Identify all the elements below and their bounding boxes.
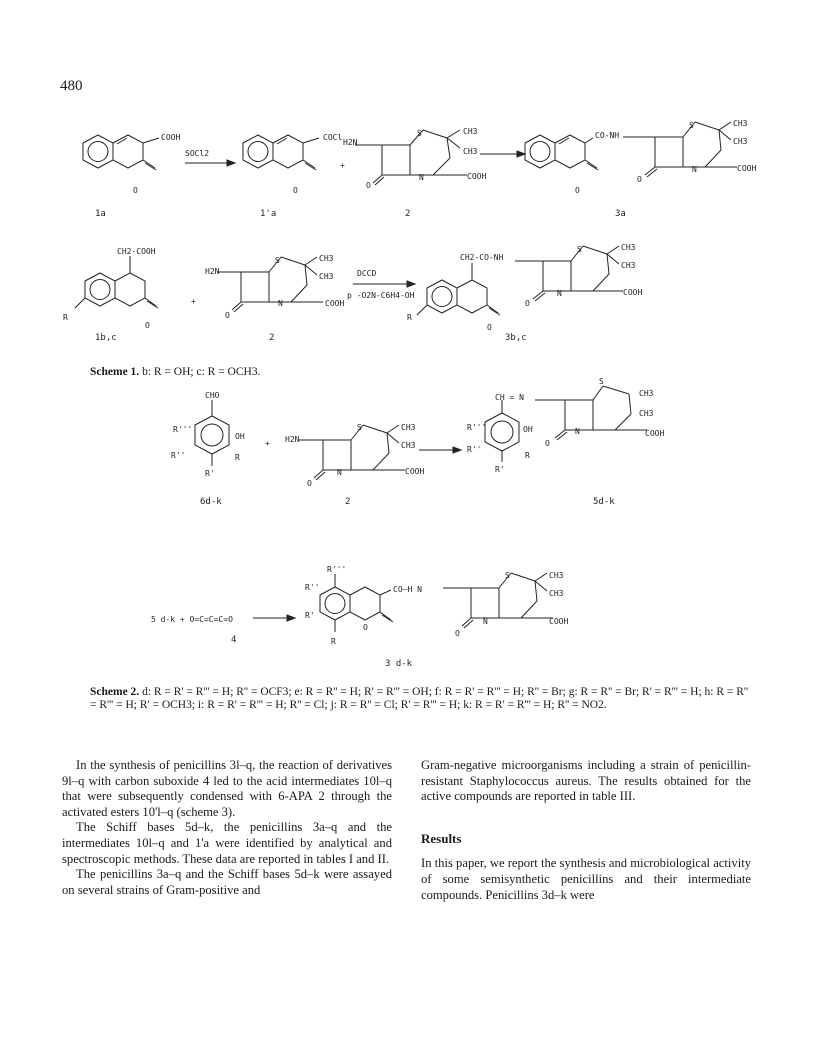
atom-label: N — [692, 165, 697, 174]
reagent-p-nitrophenol: p -O2N-C6H4-OH — [347, 291, 415, 300]
penicillin-core-3a — [623, 122, 737, 177]
6-apa-structure-c — [299, 425, 405, 480]
atom-label: CH3 — [319, 254, 334, 263]
compound-label-1bc: 1b,c — [95, 333, 117, 343]
atom-label: O — [455, 629, 460, 638]
atom-label: R''' — [327, 565, 347, 574]
compound-label-3bc: 3b,c — [505, 333, 527, 343]
scheme-2-caption — [90, 686, 750, 712]
atom-label: R — [525, 451, 530, 460]
atom-label: N — [419, 173, 424, 182]
compound-label-2b: 2 — [269, 333, 275, 343]
compound-label-1prime-a: 1'a — [260, 209, 277, 219]
atom-label: R' — [495, 465, 505, 474]
atom-label: CH3 — [401, 441, 416, 450]
atom-label: CH3 — [463, 147, 478, 156]
compound-label-3dk: 3 d-k — [385, 659, 413, 669]
atom-label: O — [545, 439, 550, 448]
atom-label: CH3 — [639, 409, 654, 418]
coumarin-3bc-structure — [417, 263, 500, 315]
atom-label: O — [487, 323, 492, 332]
atom-label: OH — [523, 425, 533, 434]
atom-label: H2N — [285, 435, 300, 444]
atom-label: R — [63, 313, 68, 322]
body-paragraph: The penicillins 3a–q and the Schiff bases 5d–k were assayed on several strains of Gram-positive and — [62, 867, 392, 897]
reagent-dccd: DCCD — [357, 269, 377, 278]
atom-label: R'' — [171, 451, 186, 460]
reaction-text: 5 d-k + O=C=C=C=O — [151, 615, 233, 624]
atom-label: COOH — [325, 299, 345, 308]
atom-label: CH = N — [495, 393, 524, 402]
atom-label: CH3 — [621, 261, 636, 270]
atom-label: CH3 — [463, 127, 478, 136]
body-paragraph: Gram-negative microorganisms including a strain of penicillin-resistant Staphylococcus aureus. The results obtained for the active compounds are reported in table III. — [421, 758, 751, 804]
coumarin-3dk-structure — [320, 574, 393, 632]
atom-label: COOH — [549, 617, 569, 626]
atom-label: O — [133, 186, 138, 195]
scheme-1-figure — [55, 108, 775, 348]
6-apa-structure-b — [217, 257, 323, 312]
compound-label-3a: 3a — [615, 209, 626, 219]
atom-label: CH3 — [621, 243, 636, 252]
left-column — [62, 758, 392, 898]
atom-label: CO-NH — [595, 131, 620, 140]
atom-label: S — [577, 245, 582, 254]
atom-label: R''' — [173, 425, 193, 434]
atom-label: N — [278, 299, 283, 308]
atom-label: CH3 — [733, 119, 748, 128]
atom-label: COOH — [623, 288, 643, 297]
atom-label: O — [363, 623, 368, 632]
atom-label: N — [337, 468, 342, 477]
results-heading: Results — [421, 830, 462, 846]
atom-label: S — [357, 423, 362, 432]
atom-label: R — [331, 637, 336, 646]
atom-label: R — [407, 313, 412, 322]
atom-label: O — [366, 181, 371, 190]
compound-label-2: 2 — [405, 209, 411, 219]
atom-label: COOH — [405, 467, 425, 476]
atom-label: CH3 — [549, 571, 564, 580]
coumarin-3a-structure — [525, 135, 598, 170]
atom-label: + — [265, 439, 270, 448]
scheme-1-caption-title: Scheme 1. — [90, 366, 140, 378]
atom-label: R — [235, 453, 240, 462]
body-paragraph: The Schiff bases 5d–k, the penicillins 3a–q and the intermediates 10l–q and 1'a were identified by analytical and spectroscopic methods. These data are reported in tables I and II. — [62, 820, 392, 866]
atom-label: O — [307, 479, 312, 488]
atom-label: R'' — [305, 583, 320, 592]
coumarin-1prime-a-structure — [243, 135, 319, 170]
atom-label: S — [417, 129, 422, 138]
atom-label: COOH — [737, 164, 757, 173]
compound-label-6dk: 6d-k — [200, 497, 222, 507]
atom-label: O — [145, 321, 150, 330]
atom-label: CH3 — [733, 137, 748, 146]
page-number: 480 — [60, 78, 83, 94]
compound-label-2c: 2 — [345, 497, 351, 507]
6-apa-structure-a — [355, 130, 467, 185]
scheme-2-drawing — [55, 377, 775, 680]
atom-label: O — [575, 186, 580, 195]
atom-label: S — [599, 377, 604, 386]
atom-label: OH — [235, 432, 245, 441]
atom-label: CO—H N — [393, 585, 422, 594]
scheme-2-caption-title: Scheme 2. — [90, 686, 140, 698]
atom-label: N — [575, 427, 580, 436]
scheme-2-figure — [55, 377, 775, 680]
coumarin-1bc-structure — [75, 256, 158, 308]
atom-label: CH3 — [401, 423, 416, 432]
atom-label: N — [483, 617, 488, 626]
atom-label: CHO — [205, 391, 220, 400]
atom-label: N — [557, 289, 562, 298]
atom-label: CH2-COOH — [117, 247, 156, 256]
atom-label: O — [637, 175, 642, 184]
atom-label: COOH — [645, 429, 665, 438]
atom-label: CH2-CO-NH — [460, 253, 504, 262]
reagent-socl2: SOCl2 — [185, 149, 210, 158]
compound-label-5dk: 5d-k — [593, 497, 615, 507]
atom-label: CH3 — [639, 389, 654, 398]
atom-label: H2N — [343, 138, 358, 147]
atom-label: CH3 — [549, 589, 564, 598]
atom-label: + — [191, 297, 196, 306]
atom-label: H2N — [205, 267, 220, 276]
atom-label: COOH — [161, 133, 181, 142]
atom-label: R''' — [467, 423, 487, 432]
compound-label-1a: 1a — [95, 209, 106, 219]
atom-label: CH3 — [319, 272, 334, 281]
atom-label: + — [340, 161, 345, 170]
atom-label: R'' — [467, 445, 482, 454]
atom-label: COCl — [323, 133, 343, 142]
coumarin-1a-structure — [83, 135, 159, 170]
atom-label: O — [293, 186, 298, 195]
atom-label: O — [225, 311, 230, 320]
scheme-2-caption-text: d: R = R' = R''' = H; R'' = OCF3; e: R = R'' = H; R' = R''' = OH; f: R = R' = R''' = H; R'' = Br; g: R = R'' = Br; R' = R''' = H; h: R = R'' = R''' = H; R' = OCH3; i: R = R' = R''' = H; R'' = Cl; j: R = R'' = Cl; R' = R''' = H; k: R = R' = R''' = H; R'' = NO2. — [90, 686, 749, 711]
penicillin-core-3dk — [443, 573, 553, 628]
atom-label: S — [505, 571, 510, 580]
penicillin-core-3bc — [515, 246, 623, 301]
right-column — [421, 758, 751, 903]
compound-label-4: 4 — [231, 635, 237, 645]
scheme-1-caption — [90, 366, 750, 379]
body-paragraph: In this paper, we report the synthesis and microbiological activity of some semisynthetic penicillins and their intermediate compounds. Penicillins 3d–k were — [421, 856, 751, 902]
body-paragraph: In the synthesis of penicillins 3l–q, the reaction of derivatives 9l–q with carbon suboxide 4 led to the acid intermediates 10l–q that were subsequently condensed with 6-APA 2 through the activated esters 10'l–q (scheme 3). — [62, 758, 392, 819]
atom-label: R' — [305, 611, 315, 620]
atom-label: COOH — [467, 172, 487, 181]
atom-label: S — [689, 121, 694, 130]
aldehyde-6dk-structure — [195, 400, 229, 466]
atom-label: S — [275, 256, 280, 265]
atom-label: R' — [205, 469, 215, 478]
scheme-1-caption-text: b: R = OH; c: R = OCH3. — [139, 366, 261, 378]
atom-label: O — [525, 299, 530, 308]
scheme-1-drawing — [55, 108, 775, 348]
